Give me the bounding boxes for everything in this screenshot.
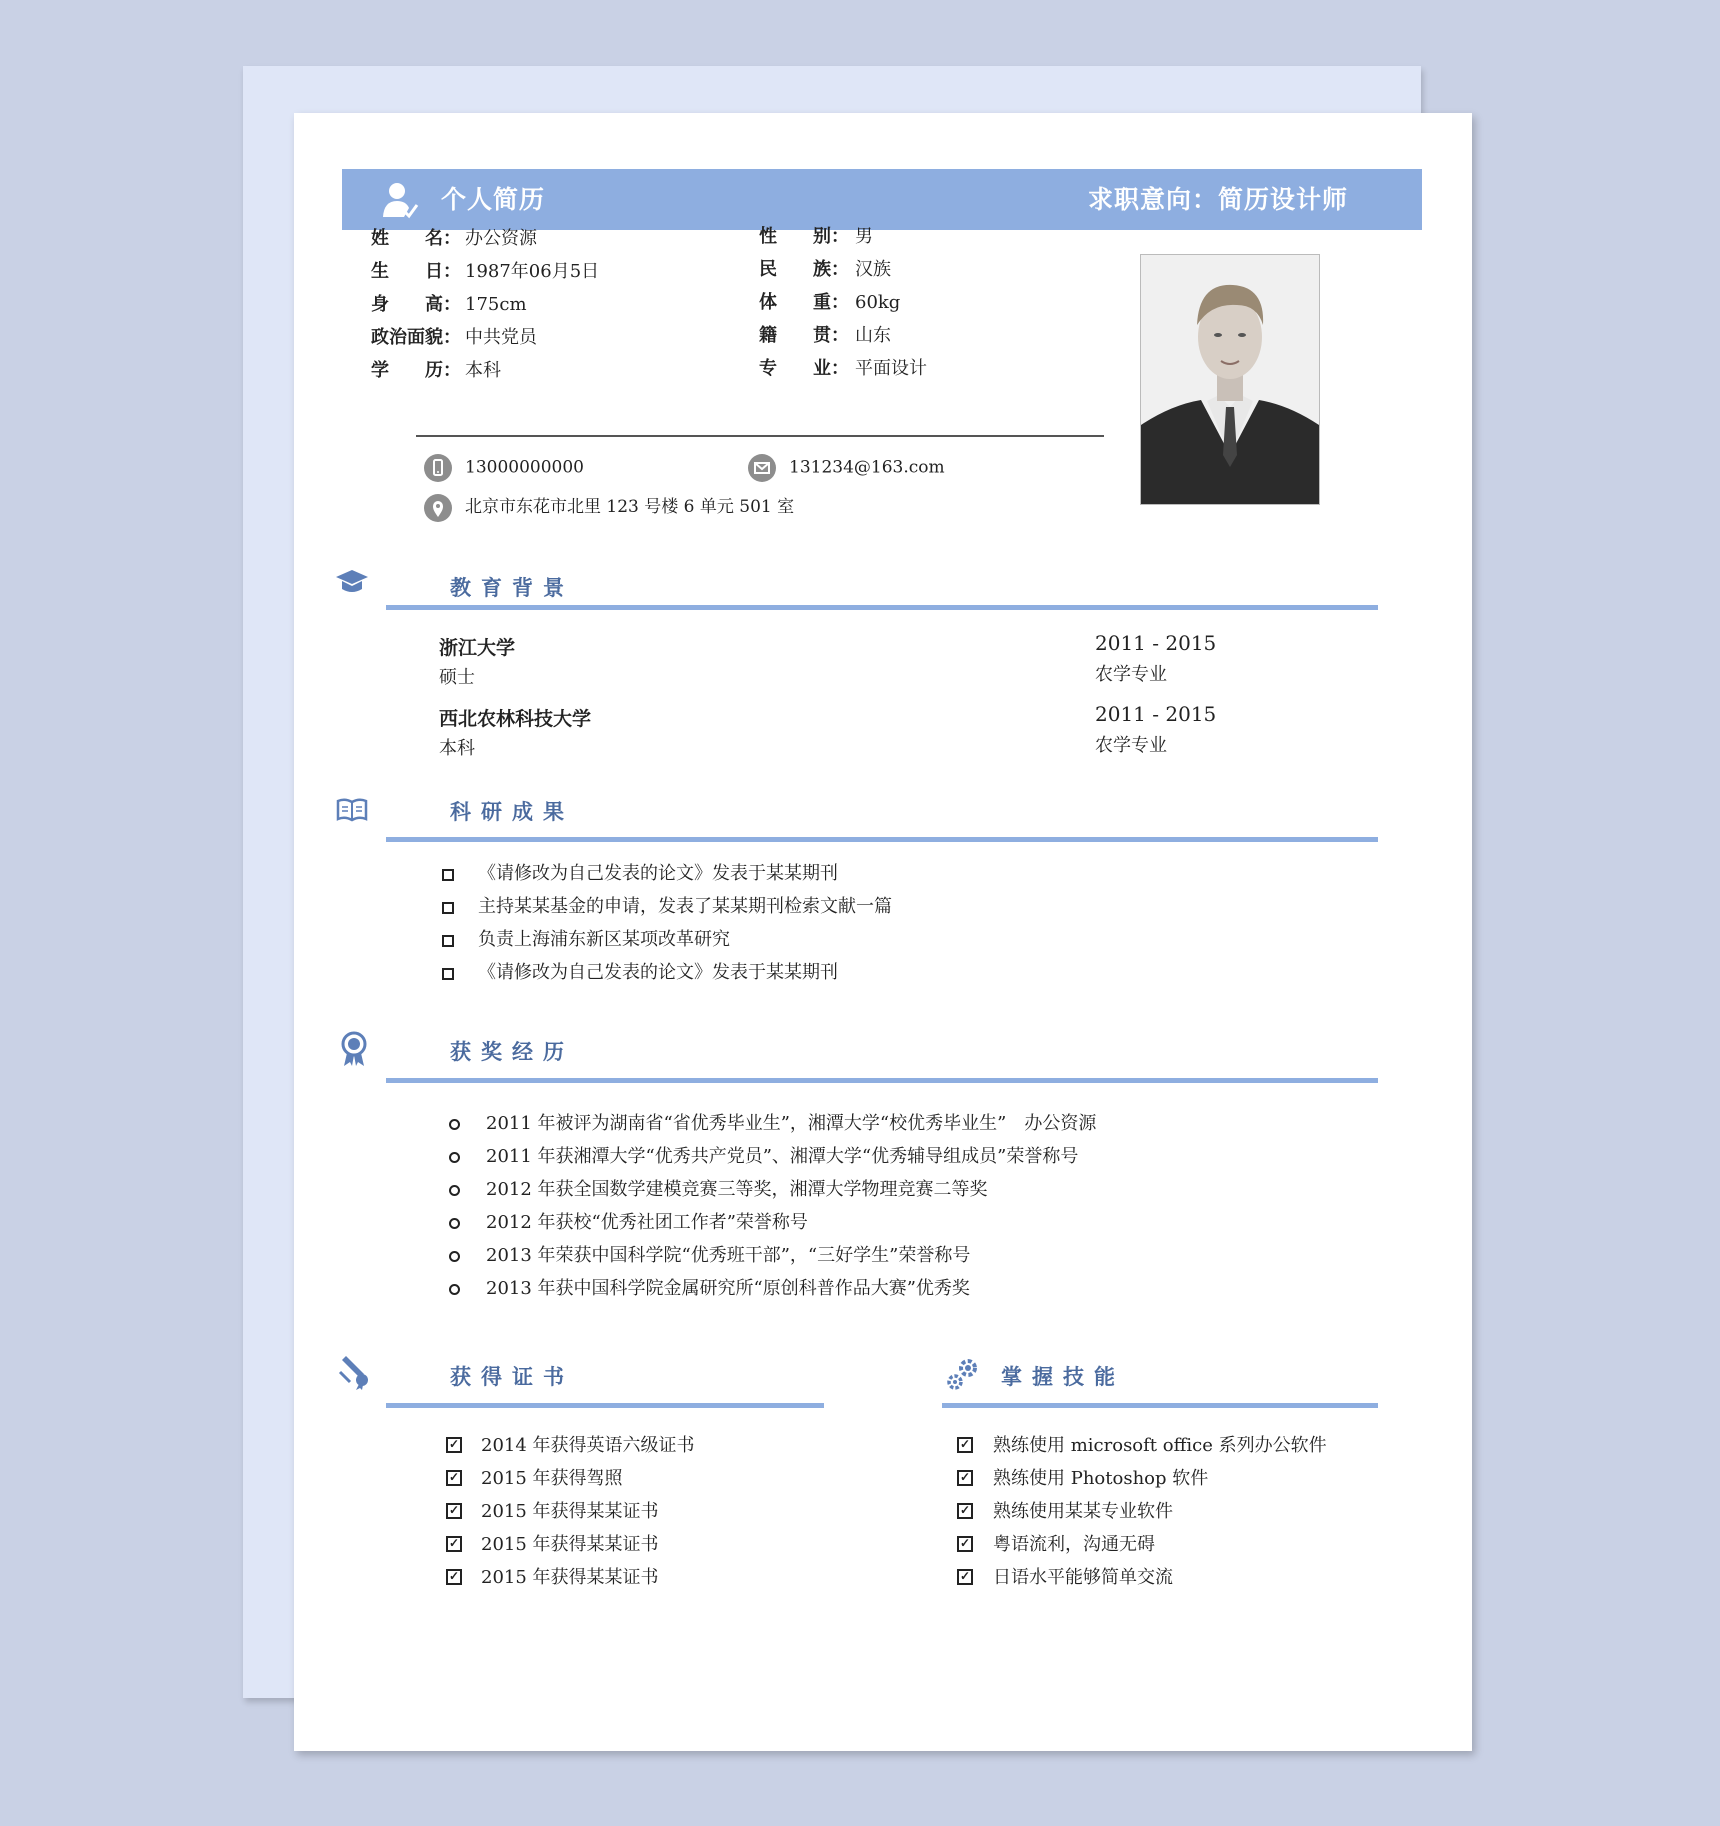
degree: 硕士 bbox=[439, 667, 475, 688]
checkbox-checked-icon: ✓ bbox=[446, 1503, 462, 1519]
circle-bullet-icon bbox=[449, 1251, 460, 1262]
info-label: 生 日： bbox=[371, 261, 461, 282]
info-value: 1987年06月5日 bbox=[465, 261, 600, 282]
major: 农学专业 bbox=[1095, 735, 1167, 756]
awards-underline bbox=[386, 1078, 1378, 1083]
info-row bbox=[371, 290, 527, 316]
info-label: 籍 贯： bbox=[759, 325, 849, 346]
info-label: 专 业： bbox=[759, 358, 849, 379]
list-item: 2011 年被评为湖南省“省优秀毕业生”，湘潭大学“校优秀毕业生” 办公资源 bbox=[486, 1113, 1097, 1134]
checkbox-checked-icon: ✓ bbox=[957, 1470, 973, 1486]
certificates-title: 获得证书 bbox=[450, 1365, 574, 1389]
graduation-cap-icon bbox=[334, 568, 370, 596]
address-text: 北京市东花市北里 123 号楼 6 单元 501 室 bbox=[465, 497, 795, 517]
phone-number: 13000000000 bbox=[465, 457, 584, 478]
info-value: 男 bbox=[855, 226, 873, 247]
email-contact bbox=[748, 454, 945, 482]
info-label: 身 高： bbox=[371, 294, 461, 315]
info-label: 体 重： bbox=[759, 292, 849, 313]
list-item: 2015 年获得某某证书 bbox=[481, 1501, 659, 1522]
info-row bbox=[371, 224, 537, 250]
info-label: 民 族： bbox=[759, 259, 849, 280]
info-row bbox=[371, 323, 537, 349]
school-name: 西北农林科技大学 bbox=[439, 708, 592, 730]
list-item: 熟练使用某某专业软件 bbox=[993, 1501, 1173, 1522]
circle-bullet-icon bbox=[449, 1185, 460, 1196]
circle-bullet-icon bbox=[449, 1152, 460, 1163]
list-item: 2011 年获湘潭大学“优秀共产党员”、湘潭大学“优秀辅导组成员”荣誉称号 bbox=[486, 1146, 1079, 1167]
phone-icon bbox=[424, 454, 452, 482]
book-icon bbox=[336, 797, 368, 823]
info-value: 汉族 bbox=[855, 259, 891, 280]
list-item: 2015 年获得驾照 bbox=[481, 1468, 623, 1489]
square-bullet-icon bbox=[442, 902, 454, 914]
checkbox-checked-icon: ✓ bbox=[446, 1470, 462, 1486]
profile-photo bbox=[1140, 254, 1320, 505]
header-bar bbox=[342, 169, 1422, 230]
phone-contact bbox=[424, 454, 584, 482]
info-row bbox=[759, 354, 927, 380]
checkbox-checked-icon: ✓ bbox=[446, 1437, 462, 1453]
info-row bbox=[371, 356, 501, 382]
resume-title: 个人简历 bbox=[441, 185, 546, 214]
info-label: 政治面貌： bbox=[371, 327, 461, 348]
study-years: 2011 - 2015 bbox=[1095, 702, 1217, 726]
list-item: 《请修改为自己发表的论文》发表于某某期刊 bbox=[478, 962, 838, 983]
education-title: 教育背景 bbox=[450, 576, 574, 600]
degree: 本科 bbox=[439, 738, 475, 759]
list-item: 2013 年荣获中国科学院“优秀班干部”，“三好学生”荣誉称号 bbox=[486, 1245, 971, 1266]
info-row bbox=[759, 288, 900, 314]
address-contact bbox=[424, 492, 794, 522]
info-value: 山东 bbox=[855, 325, 891, 346]
square-bullet-icon bbox=[442, 935, 454, 947]
info-value: 平面设计 bbox=[855, 358, 927, 379]
square-bullet-icon bbox=[442, 968, 454, 980]
info-value: 中共党员 bbox=[465, 327, 537, 348]
research-underline bbox=[386, 837, 1378, 842]
circle-bullet-icon bbox=[449, 1218, 460, 1229]
skills-title: 掌握技能 bbox=[1001, 1365, 1125, 1389]
list-item: 熟练使用 microsoft office 系列办公软件 bbox=[993, 1435, 1327, 1456]
checkbox-checked-icon: ✓ bbox=[957, 1569, 973, 1585]
school-name: 浙江大学 bbox=[439, 637, 516, 659]
list-item: 2012 年获校“优秀社团工作者”荣誉称号 bbox=[486, 1212, 808, 1233]
certificates-underline bbox=[386, 1403, 824, 1408]
info-divider bbox=[416, 435, 1104, 437]
info-row bbox=[759, 222, 873, 248]
info-label: 学 历： bbox=[371, 360, 461, 381]
checkbox-checked-icon: ✓ bbox=[446, 1569, 462, 1585]
research-title: 科研成果 bbox=[450, 800, 574, 824]
circle-bullet-icon bbox=[449, 1119, 460, 1130]
resume-page bbox=[294, 113, 1472, 1751]
info-row bbox=[759, 255, 891, 281]
person-icon bbox=[380, 181, 420, 219]
list-item: 2012 年获全国数学建模竞赛三等奖，湘潭大学物理竞赛二等奖 bbox=[486, 1179, 988, 1200]
list-item: 日语水平能够简单交流 bbox=[993, 1567, 1173, 1588]
info-value: 办公资源 bbox=[465, 228, 537, 249]
list-item: 粤语流利，沟通无碍 bbox=[993, 1534, 1155, 1555]
info-value: 175cm bbox=[465, 294, 527, 315]
mail-icon bbox=[748, 454, 776, 482]
info-row bbox=[371, 257, 599, 283]
checkbox-checked-icon: ✓ bbox=[446, 1536, 462, 1552]
gears-icon bbox=[944, 1356, 982, 1392]
list-item: 2013 年获中国科学院金属研究所“原创科普作品大赛”优秀奖 bbox=[486, 1278, 970, 1299]
award-medal-icon bbox=[340, 1031, 368, 1067]
email-address: 131234@163.com bbox=[789, 457, 945, 478]
checkbox-checked-icon: ✓ bbox=[957, 1437, 973, 1453]
checkbox-checked-icon: ✓ bbox=[957, 1536, 973, 1552]
study-years: 2011 - 2015 bbox=[1095, 631, 1217, 655]
diploma-icon bbox=[338, 1356, 374, 1390]
info-row bbox=[759, 321, 891, 347]
list-item: 《请修改为自己发表的论文》发表于某某期刊 bbox=[478, 863, 838, 884]
checkbox-checked-icon: ✓ bbox=[957, 1503, 973, 1519]
list-item: 2015 年获得某某证书 bbox=[481, 1567, 659, 1588]
list-item: 负责上海浦东新区某项改革研究 bbox=[478, 929, 730, 950]
education-underline bbox=[386, 605, 1378, 610]
list-item: 2015 年获得某某证书 bbox=[481, 1534, 659, 1555]
info-value: 60kg bbox=[855, 292, 901, 313]
skills-underline bbox=[942, 1403, 1378, 1408]
major: 农学专业 bbox=[1095, 664, 1167, 685]
list-item: 主持某某基金的申请，发表了某某期刊检索文献一篇 bbox=[478, 896, 892, 917]
job-intent: 求职意向：简历设计师 bbox=[1087, 185, 1348, 214]
circle-bullet-icon bbox=[449, 1284, 460, 1295]
info-label: 性 别： bbox=[759, 226, 849, 247]
list-item: 熟练使用 Photoshop 软件 bbox=[993, 1468, 1209, 1489]
location-pin-icon bbox=[424, 494, 452, 522]
awards-title: 获奖经历 bbox=[450, 1040, 574, 1064]
info-value: 本科 bbox=[465, 360, 501, 381]
list-item: 2014 年获得英语六级证书 bbox=[481, 1435, 695, 1456]
square-bullet-icon bbox=[442, 869, 454, 881]
info-label: 姓 名： bbox=[371, 228, 461, 249]
